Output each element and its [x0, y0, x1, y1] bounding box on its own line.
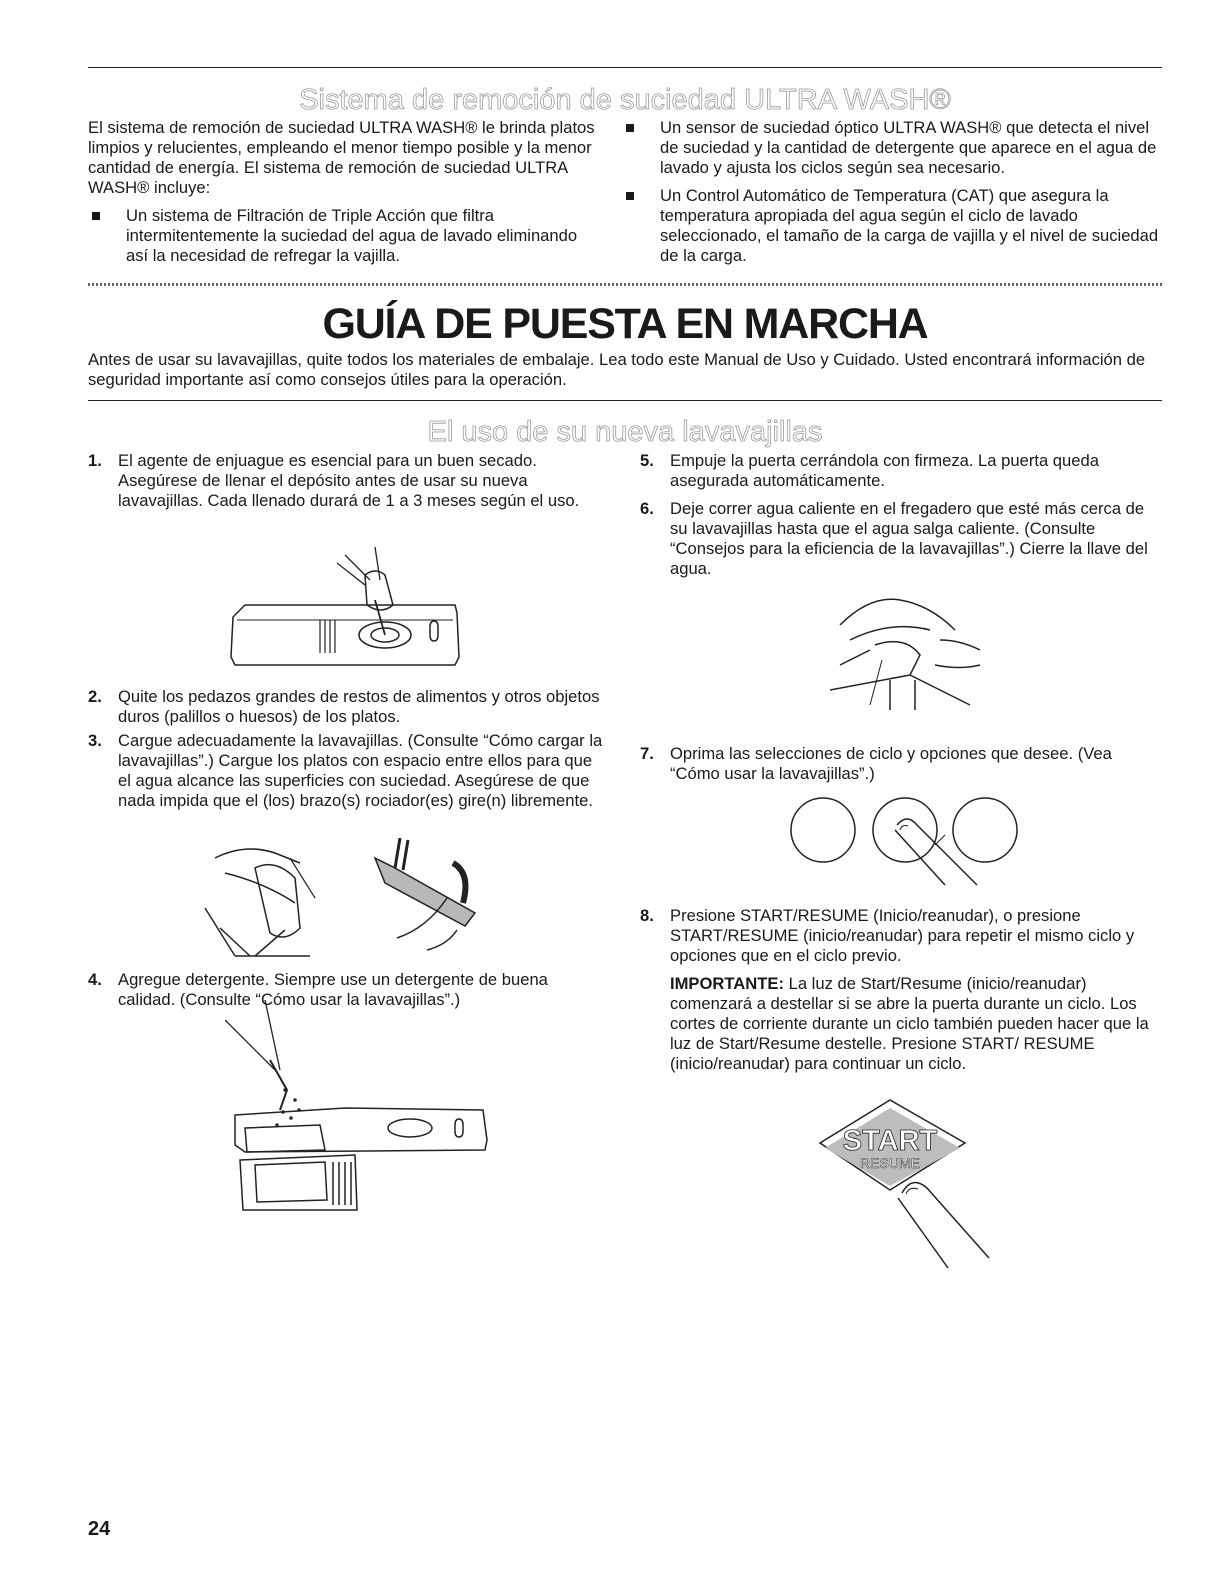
ultra-wash-intro: El sistema de remoción de suciedad ULTRA WASH® le brinda platos limpios y relucientes, empleando el menor tiempo posible y la menor cantidad de energía. El sistema de remoción de suciedad ULTRA WASH® incluye: — [88, 118, 595, 197]
step-item: 8. Presione START/RESUME (Inicio/reanudar), o presione START/RESUME (inicio/reanudar) para repetir el mismo ciclo y opciones que en el ciclo previo. IMPORTANTE: La luz de Start/Resume (inicio/reanudar) comenzará a destellar si se abre la puerta durante un ciclo. Los cortes de corriente durante un ciclo también pueden hacer que la luz de Start/Resume destelle. Presione START/ RESUME (inicio/reanudar) para continuar un ciclo. — [640, 906, 1162, 1074]
startup-intro: Antes de usar su lavavajillas, quite todos los materiales de embalaje. Lea todo este Manual de Uso y Cuidado. Usted encontrará información de seguridad importante así como consejos útiles para la operación. — [88, 350, 1146, 389]
dotted-divider — [88, 283, 1162, 286]
ultra-wash-title: Sistema de remoción de suciedad ULTRA WASH® — [299, 84, 951, 116]
cycle-buttons-illustration — [785, 790, 1020, 890]
step-item: 1. El agente de enjuague es esencial para un buen secado. Asegúrese de llenar el depósito antes de usar su nueva lavavajillas. Cada llenado durará de 1 a 3 meses según el uso. — [88, 451, 580, 510]
square-bullet-icon — [92, 212, 100, 220]
steps-right-column-2 — [640, 734, 1162, 784]
rinse-aid-dispenser-illustration — [225, 545, 465, 670]
important-note: IMPORTANTE: La luz de Start/Resume (inicio/reanudar) comenzará a destellar si se abre la puerta durante un ciclo. Los cortes de corriente durante un ciclo también pueden hacer que la luz de Start/Resume destelle. Presione START/ RESUME (inicio/reanudar) para continuar un ciclo. — [670, 974, 1149, 1073]
add-detergent-illustration — [225, 1000, 495, 1215]
ultra-wash-left-column — [88, 118, 603, 266]
step-item: 2. Quite los pedazos grandes de restos de alimentos y otros objetos duros (palillos o huesos) de los platos. — [88, 687, 600, 726]
square-bullet-icon — [626, 192, 634, 200]
step-item: 3. Cargue adecuadamente la lavavajillas. (Consulte “Cómo cargar la lavavajillas”.) Cargue los platos con espacio entre ellos para que el agua alcance las superficies con suciedad. Asegúrese de que nada impida que el (los) brazo(s) rociador(es) gire(n) libremente. — [88, 731, 603, 810]
new-dishwasher-title: El uso de su nueva lavavajillas — [427, 416, 823, 448]
square-bullet-icon — [626, 124, 634, 132]
steps-left-column-2 — [88, 677, 603, 811]
faucet-illustration — [830, 595, 990, 710]
start-resume-button-illustration — [810, 1098, 995, 1273]
step-item: 7. Oprima las selecciones de ciclo y opciones que desee. (Vea “Cómo usar la lavavajillas”.) — [640, 744, 1112, 783]
steps-right-column — [640, 441, 1162, 579]
section-rule — [88, 400, 1162, 401]
start-label: START — [842, 1125, 938, 1157]
load-dishes-illustration — [195, 838, 495, 958]
startup-guide-title: GUÍA DE PUESTA EN MARCHA — [322, 300, 928, 348]
ultra-wash-bullet: Un sensor de suciedad óptico ULTRA WASH® que detecta el nivel de suciedad y la cantidad de detergente que aparece en el agua de lavado y ajusta los ciclos según sea necesario. — [622, 118, 1162, 178]
steps-right-column-3 — [640, 896, 1162, 1074]
page-number: 24 — [88, 1518, 111, 1540]
step-item: 5. Empuje la puerta cerrándola con firmeza. La puerta queda asegurada automáticamente. — [640, 451, 1099, 490]
resume-label: RESUME — [860, 1155, 920, 1171]
top-rule — [88, 67, 1162, 68]
step-item: 4. Agregue detergente. Siempre use un detergente de buena calidad. (Consulte “Cómo usar la lavavajillas”.) — [88, 970, 548, 1009]
ultra-wash-bullet: Un Control Automático de Temperatura (CAT) que asegura la temperatura apropiada del agua según el ciclo de lavado seleccionado, el tamaño de la carga de vajilla y el nivel de suciedad de la carga. — [622, 186, 1162, 266]
steps-left-column — [88, 441, 603, 511]
ultra-wash-bullet: Un sistema de Filtración de Triple Acción que filtra intermitentemente la suciedad del agua de lavado eliminando así la necesidad de refregar la vajilla. — [88, 206, 603, 266]
ultra-wash-right-column — [622, 118, 1162, 266]
step-item: 6. Deje correr agua caliente en el fregadero que esté más cerca de su lavavajillas hasta que el agua salga caliente. (Consulte “Consejos para la eficiencia de la lavavajillas”.) Cierre la llave del agua. — [640, 499, 1148, 578]
